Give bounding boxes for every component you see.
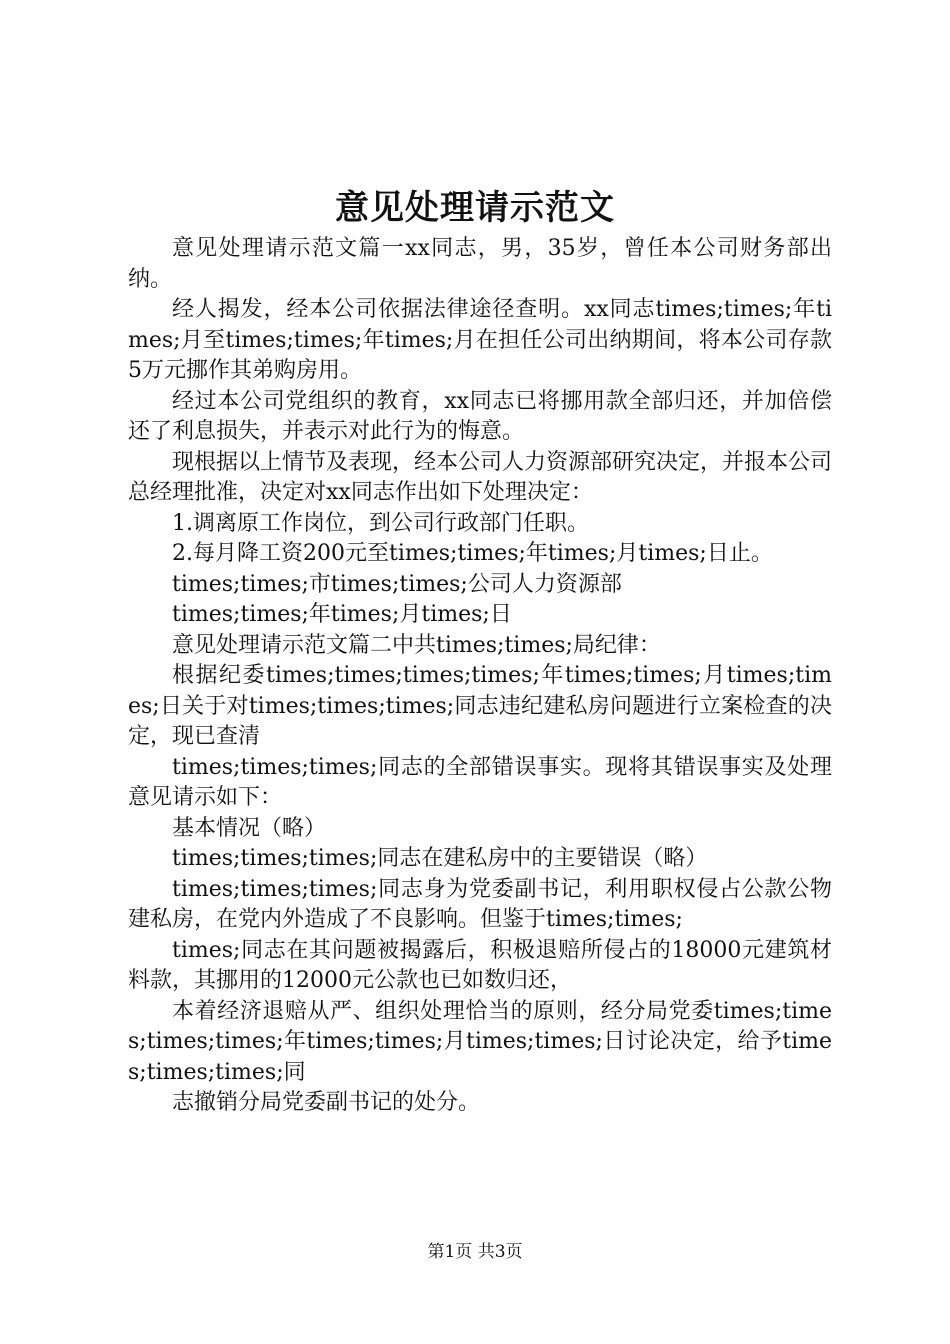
paragraph: times;times;times;同志在建私房中的主要错误（略）	[172, 846, 708, 871]
paragraph: times;同志在其问题被揭露后，积极退赔所侵占的18000元建筑材料款，其挪用的12000元公款也已如数归还，	[128, 937, 832, 993]
page-number: 第1页 共3页	[427, 1242, 523, 1262]
paragraph: 意见处理请示范文篇一xx同志，男，35岁，曾任本公司财务部出纳。	[128, 236, 832, 292]
signature-line: times;times;市times;times;公司人力资源部	[172, 571, 622, 597]
paragraph: 志撤销分局党委副书记的处分。	[172, 1090, 481, 1115]
paragraph: times;times;times;同志身为党委副书记，利用职权侵占公款公物建私房，在党内外造成了不良影响。但鉴于times;times;	[128, 876, 832, 932]
paragraph: 基本情况（略）	[172, 815, 327, 841]
paragraph: 本着经济退赔从严、组织处理恰当的原则，经分局党委times;times;times;times;年times;times;月times;times;日讨论决定，给予times;times;times;同	[128, 998, 832, 1085]
paragraph: times;times;times;同志的全部错误事实。现将其错误事实及处理意见请示如下：	[128, 754, 832, 810]
document-body	[128, 234, 832, 1119]
paragraph: 现根据以上情节及表现，经本公司人力资源部研究决定，并报本公司总经理批准，决定对xx同志作出如下处理决定：	[128, 449, 833, 505]
paragraph: 根据纪委times;times;times;times;年times;times;月times;times;日关于对times;times;times;同志违纪建私房问题进行立案检查的决定，现已查清	[128, 663, 832, 749]
date-line: times;times;年times;月times;日	[172, 602, 512, 627]
paragraph: 经过本公司党组织的教育，xx同志已将挪用款全部归还，并加倍偿还了利息损失，并表示对此行为的悔意。	[128, 388, 832, 444]
list-item: 1.调离原工作岗位，到公司行政部门任职。	[172, 510, 589, 536]
list-item: 2.每月降工资200元至times;times;年times;月times;日止。	[172, 541, 773, 566]
paragraph: 经人揭发，经本公司依据法律途径查明。xx同志times;times;年times;月至times;times;年times;月在担任公司出纳期间，将本公司存款5万元挪作其弟购房用。	[128, 297, 832, 383]
document-title: 意见处理请示范文	[335, 188, 615, 228]
paragraph: 意见处理请示范文篇二中共times;times;局纪律：	[172, 632, 661, 658]
